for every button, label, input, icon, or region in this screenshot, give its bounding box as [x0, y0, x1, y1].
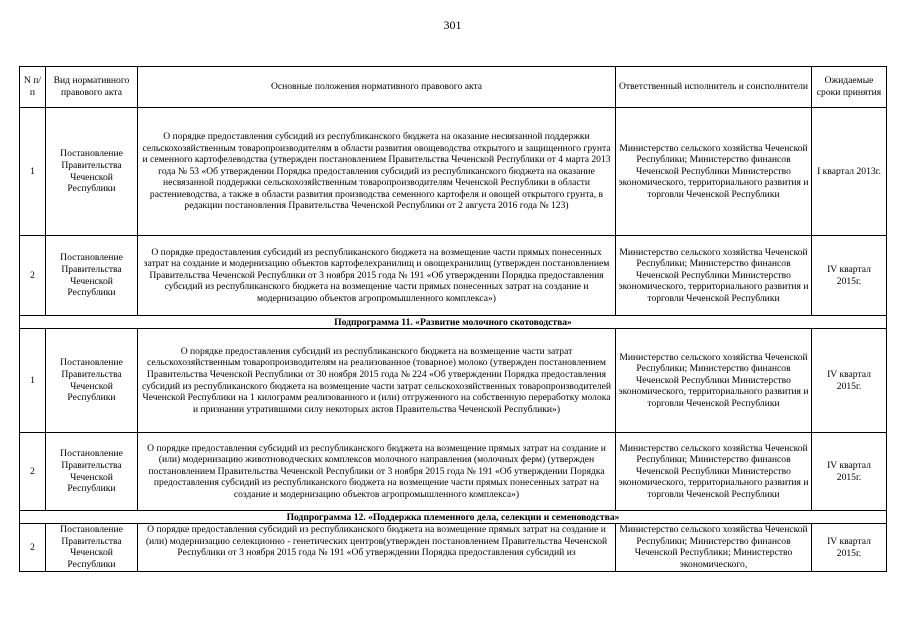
row-act-type: Постановление Правительства Чеченской Республики	[46, 524, 138, 572]
row-content: О порядке предоставления субсидий из республиканского бюджета на возмещение прямых затрат на создание и (или) модернизацию селекционно - генетических центров(утвержден постановлением Правительства Чеченской Республики от 3 ноября 2015 года № 191 «Об утверждении Порядка предоставления субсидий из	[138, 524, 616, 572]
row-content: О порядке предоставления субсидий из республиканского бюджета на возмещение части прямых понесенных затрат на создание и модернизацию объектов картофелехранилищ и овощехранилищ (утвержден постановлением Правительства Чеченской Республики от 3 ноября 2015 года № 191 «Об утверждении Порядка предоставления субсидий из республиканского бюджета на возмещение части прямых понесенных затрат на создание и модернизацию объектов агропромышленного комплекса»)	[138, 236, 616, 316]
row-act-type: Постановление Правительства Чеченской Республики	[46, 236, 138, 316]
row-responsible: Министерство сельского хозяйства Чеченской Республики; Министерство финансов Чеченской Республики Министерство экономического, территориального развития и торговли Чеченской Республики	[616, 236, 812, 316]
row-content: О порядке предоставления субсидий из республиканского бюджета на оказание несвязанной поддержки сельскохозяйственным товаропроизводителям в области развития овощеводства открытого и защищенного грунта и семенного картофелеводства (утвержден постановлением Правительства Чеченской Республики от 4 марта 2013 года № 53 «Об утверждении Порядка предоставления субсидий из республиканского бюджета на оказание несвязанной поддержки сельскохозяйственным товаропроизводителям Чеченской Республики в области растениеводства, а также в области развития производства семенного картофеля и овощей открытого грунта, в редакции постановления Правительства Чеченской Республики от 2 августа 2016 года № 123)	[138, 108, 616, 236]
table-header-row	[20, 67, 887, 108]
row-responsible: Министерство сельского хозяйства Чеченской Республики; Министерство финансов Чеченской Республики Министерство экономического, территориального развития и торговли Чеченской Республики	[616, 329, 812, 433]
row-deadline: IV квартал 2015г.	[812, 433, 887, 511]
table-row	[20, 524, 887, 572]
row-num: 1	[20, 329, 46, 433]
header-num: N п/п	[20, 67, 46, 108]
row-responsible: Министерство сельского хозяйства Чеченской Республики; Министерство финансов Чеченской Республики; Министерство экономического,	[616, 524, 812, 572]
row-act-type: Постановление Правительства Чеченской Республики	[46, 108, 138, 236]
row-act-type: Постановление Правительства Чеченской Республики	[46, 433, 138, 511]
subprogram-title: Подпрограмма 11. «Развитие молочного скотоводства»	[20, 316, 887, 329]
row-num: 2	[20, 433, 46, 511]
row-num: 1	[20, 108, 46, 236]
header-deadline: Ожидаемые сроки принятия	[812, 67, 887, 108]
header-type: Вид нормативного правового акта	[46, 67, 138, 108]
row-content: О порядке предоставления субсидий из республиканского бюджета на возмещение части затрат сельскохозяйственным товаропроизводителям на реализованное (товарное) молоко (утвержден постановлением Правительства Чеченской Республики от 30 ноября 2015 года № 224 «Об утверждении Порядка предоставления субсидий из республиканского бюджета на возмещение части затрат сельскохозяйственных товаропроизводителей Чеченской Республики на 1 килограмм реализованного и (или) отгруженного на собственную переработку молока и признании утратившими силу некоторых актов Правительства Чеченской Республики»)	[138, 329, 616, 433]
page-number: 301	[443, 18, 462, 32]
header-responsible: Ответственный исполнитель и соисполнители	[616, 67, 812, 108]
row-responsible: Министерство сельского хозяйства Чеченской Республики; Министерство финансов Чеченской Республики Министерство экономического, территориального развития и торговли Чеченской Республики	[616, 433, 812, 511]
table-row	[20, 329, 887, 433]
row-deadline: IV квартал 2015г.	[812, 524, 887, 572]
row-num: 2	[20, 524, 46, 572]
subprogram-row	[20, 316, 887, 329]
row-deadline: I квартал 2013г.	[812, 108, 887, 236]
row-responsible: Министерство сельского хозяйства Чеченской Республики; Министерство финансов Чеченской Республики Министерство экономического, территориального развития и торговли Чеченской Республики	[616, 108, 812, 236]
table-row	[20, 236, 887, 316]
row-num: 2	[20, 236, 46, 316]
table-row	[20, 433, 887, 511]
table-row	[20, 108, 887, 236]
row-act-type: Постановление Правительства Чеченской Республики	[46, 329, 138, 433]
row-content: О порядке предоставления субсидий из республиканского бюджета на возмещение прямых затрат на создание и (или) модернизацию животноводческих комплексов молочного направления (молочных ферм) (утвержден постановлением Правительства Чеченской Республики от 3 ноября 2015 года № 191 «Об утверждении Порядка предоставления субсидий из республиканского бюджета на возмещение части прямых понесенных затрат на создание и модернизацию объектов агропромышленного комплекса»)	[138, 433, 616, 511]
subprogram-row	[20, 511, 887, 524]
header-content: Основные положения нормативного правового акта	[138, 67, 616, 108]
row-deadline: IV квартал 2015г.	[812, 329, 887, 433]
subprogram-title: Подпрограмма 12. «Поддержка племенного дела, селекции и семеноводства»	[20, 511, 887, 524]
row-deadline: IV квартал 2015г.	[812, 236, 887, 316]
normative-acts-table	[19, 66, 887, 572]
